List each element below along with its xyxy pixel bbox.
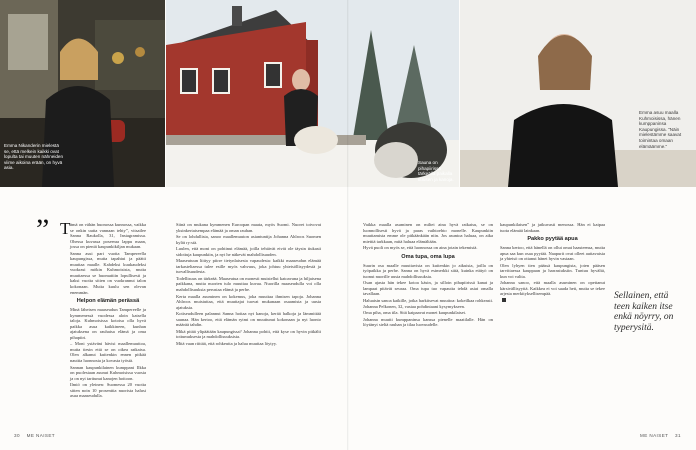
page-number-right: 31 (675, 433, 681, 438)
text-column-1 (70, 222, 146, 400)
text-column-3 (363, 222, 493, 329)
paragraph: Oma piha, oma tila. Sitä kaipaavat monet kaupunkilaiset. (363, 310, 466, 316)
photo-woman-kitchen (0, 0, 165, 187)
drop-cap: T (60, 219, 71, 238)
photo-caption-middle: Sauna on pihapiirissä tärkeällä paikalla kuusen ja kanoja. (418, 160, 454, 182)
paragraph: Kerta maalla asuminen on kokemus, joka muuttaa ihmisen tapoja. Johanna Ahlroos muistuttaa, että muuttajat tuovat mukanaan osaamista ja uusia ajatuksia. (176, 293, 321, 310)
photo-woman-portrait (460, 0, 696, 187)
paragraph: Osan ajasta hän tekee kotoa käsin, ja silloin pihapiirissä kanat ja lampaat pitävät seuraa. Oma tupa tuo vapautta tehdä asiat omalla tavallaan. (363, 280, 493, 297)
magazine-brand-right: ME NAISET (640, 433, 669, 438)
magazine-brand-left: ME NAISET (26, 433, 55, 438)
paragraph: Mikä pitää ylipäätään kaupungissa? Johanna pohtii, että kyse on hyvin pitkälti tottumuksesta ja mahdollisuuksista. (176, 328, 321, 340)
paragraph: Vaikka maalla asuminen on miltei aina hyvä ratkaisu, se on luonnollisesti hyvä ja paras vaihtoehto monelle. Kaupunkiin muuttamista emme ole pitkäänkään niin. Jos asuntoa haluaa, on aika miettiä tarkkaan, mitä haluaa elämältään. (363, 222, 493, 244)
farmhouse-scene-image (166, 0, 459, 187)
footer-left (14, 433, 55, 438)
page-gutter (347, 0, 349, 450)
paragraph: Se on lohdullista, sanoo maallemuuton asiantuntija Johanna Ahlroos Suomen kylät ry:stä. (176, 234, 321, 245)
pull-quote-text: Sellainen, että teen kaiken itse enkä nöyrry, on typerysitä. (614, 291, 674, 333)
paragraph: Siinä on mukana kymmenen Euroopan maata, myös Suomi. Nuoret toivovat yksinkertaisempaa elämää ja oman rauhan. (176, 222, 321, 233)
paragraph: ämä on vähän huonossa kunnossa, vaikka se onkin uutta vannaan tehty”, vitsailee Sanna Raukolla, 31, Instagramissa. Ohessa kuvassa poseeraa lappu maan, jossa on pieniä kaupunkikiljan mukaan. (70, 222, 146, 250)
paragraph: Sanna asui pari vuotta Tampereella kaupungissa, mutta tapahtui ja päätti muuttaa maalle. Kahdeksi kuukaudeksi vuokrasi mökin Kuhmoisista, mutta muuttaessa se huomattiin lopullisesti ja kaksi vuotta sitten on vuokrannut talon kokonaan. Mutta kuulu sen olevan enemmän. (70, 250, 146, 295)
pull-quote (614, 291, 686, 333)
text-column-4 (500, 222, 605, 304)
paragraph: kaupunkilaisen” ja jatkuvasti menossa. Hän ei kaipaa tuota elämää lainkaan. (500, 222, 605, 233)
paragraph: Olen lyhyen tien päässä kaupungista, joten pääsen tarvittaessa kauppaan ja harrastuksiin. Tuntuu hyvältä, kun voi valita. (500, 262, 605, 279)
subheading-pakko-pyytaa: Pakko pyytää apua (527, 236, 578, 243)
paragraph: – Moni ystäväni hävisi maallemuuttoa, mutta tiesin että se on oikea ratkaisu. Olen alkanut kuitenkin ennen pitkää nauttia luonnosta ja kovasta työstä. (70, 341, 146, 364)
photo-caption-left: Emma Nikanderin mielestä se, että melkein kaikki ovat lopulta tai muuten nähneiden viime aikoina erään, on hyvä asia. (4, 143, 63, 171)
footer-right (640, 433, 681, 438)
end-of-article-mark (502, 298, 506, 302)
paragraph: Kotiseudulleen palannut Sanna hoitaa nyt kanoja, kerää halkoja ja lämmittää saunaa. Hän kertoo, että elämän rytmi on muuttunut kokonaan ja nyt luonto määrää tahdin. (176, 311, 321, 328)
portrait-scene-image (460, 0, 696, 187)
subheading-oma-tupa: Oma tupa, oma lupa (401, 253, 455, 260)
paragraph: Johanna sanoo, että maalla asuminen on opettanut kärsivällisyyttä. Kaikkea ei voi saada heti, mutta se tekee arjesta merkityksellisempää. (500, 280, 605, 297)
text-column-2 (176, 222, 321, 347)
paragraph: Johanna muutti kumppaninsa kanssa pienelle maatilalle. Hän on löytänyt sieltä rauhan ja tilaa luovuudelle. (363, 316, 493, 328)
paragraph: Todellisuus on tärkeää. Maaseutua on monesti muistellut katoavana ja hiljaisena paikkana, mutta nuorien tulo muuttaa kuvaa. Nuorilla maaseudulla voi olla mahdollisuuksia perustaa elämä ja perhe. (176, 275, 321, 293)
paragraph: Ilmiö on yleinen: Suomessa 20 vuotta sitten noin 10 prosenttia nuorista halusi asua maaseudulla. (70, 382, 146, 399)
page-number-left: 30 (14, 433, 20, 438)
subheading-helpon-elaman: Helpon elämän perässä (76, 298, 140, 305)
paragraph: Mitä vaan riittää, että rohkeutta ja halua muuttaa löytyy. (176, 340, 277, 346)
paragraph: Maaseutuun liittyy piirre tietynlaisesta vapaudesta: kaikki maaseudun elämää tarkasteltaessa tulee esille myös vahvuus, joka johtuu yhteisöllisyydestä ja turvallisuudesta. (176, 258, 321, 275)
photo-caption-right: Emma asuu maalla Kuhmoisissa, hänen kumppaninsa Kaupungissa. "Näin mielestämme saavat toimintaa omaan elämäämme." (639, 110, 682, 149)
opening-quote-mark: ” (36, 213, 50, 246)
paragraph: Minä läheisen maaseudun Tampereelle ja kymmenessä vuodessa aloin katsella taloja. Kuhmoisissa kotoisa olla hyvä paikka asua kaikkineen, kunhan ajatuksena on rauhaisa elämä ja oma pihapiiri. (70, 307, 146, 340)
photo-red-house-sheep (166, 0, 459, 187)
paragraph: Luulen, että moni on pohtinut elämää, joilla tehtävät eivät ole täysin tiukasti sidottuja kaupunkiin, ja nyt he näkevät mahdollisuuden. (176, 246, 321, 257)
paragraph: Hyvä puoli on myös se, että luonnossa on aina jotain tekemistä. (363, 245, 478, 251)
paragraph: Sanna kertoo, että hänellä on ollut omat haasteensa, mutta apua saa kun osaa pyytää. Naapurit ovat olleet auttavaisia ja yhteisö on ottanut hänet hyvin vastaan. (500, 245, 605, 262)
paragraph: Suurin osa maalle muuttavista on kuitenkin jo aikuisia, joilla on työpaikka ja perhe. Sanna on hyvä esimerkki siitä, kuinka etätyö on tuonut nuorille uusia mahdollisuuksia. (363, 262, 493, 279)
paragraph: Sannan kaupunkilainen kumppani Ilkka on puolestaan asunut Kuhmoisissa vuosia ja on nyt tarttunut kanojen hoitoon. (70, 364, 146, 381)
paragraph: Haluaisin sanoa kaikille, jotka harkitsevat muuttoa: kokeilkaa rohkeasti. Johanna Pelkonen, 32, vastaa pohdintaani kysymykseen. (363, 298, 493, 309)
